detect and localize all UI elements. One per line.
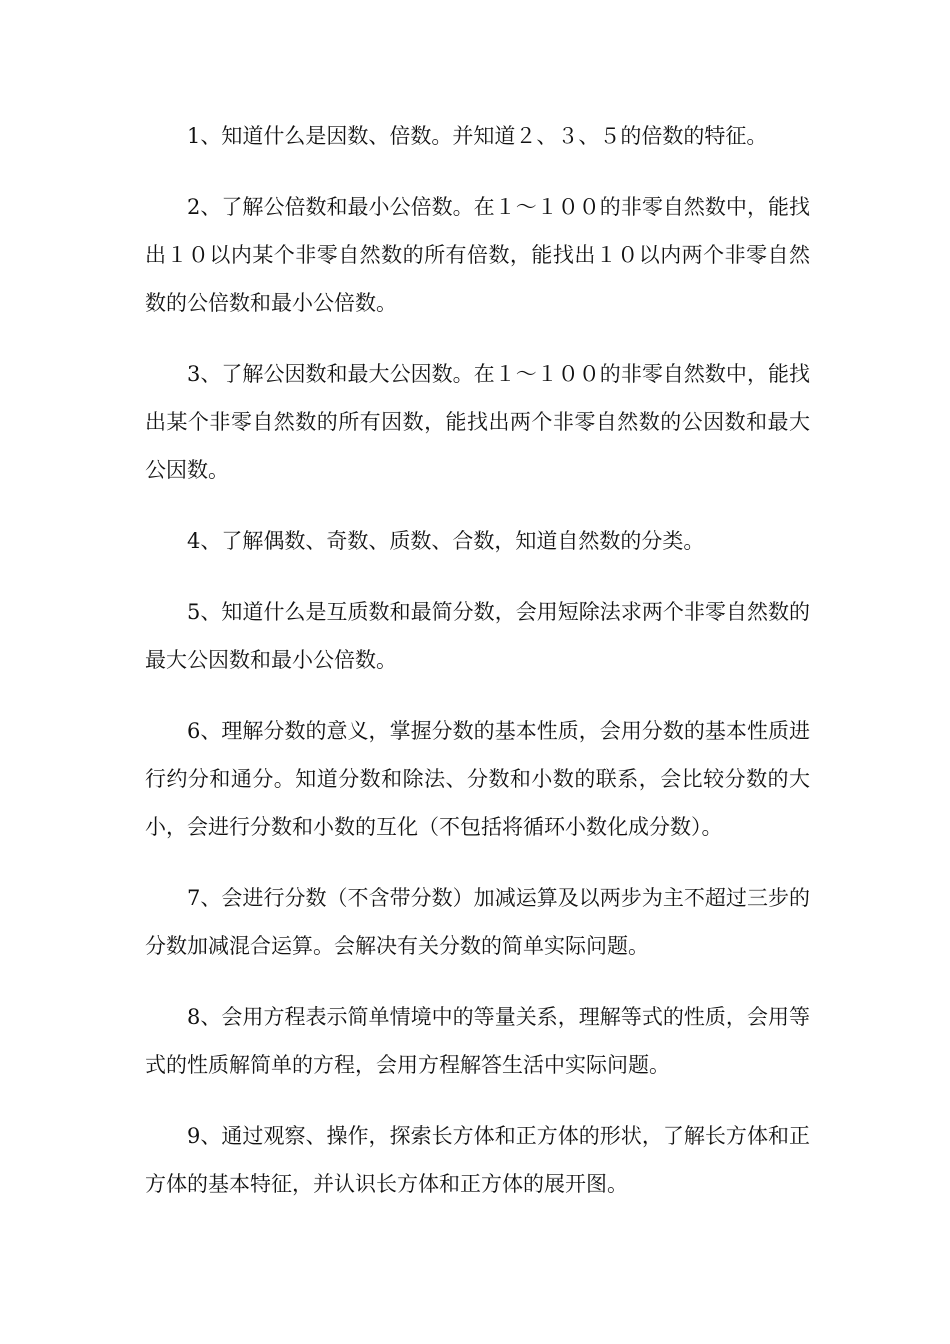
paragraph-9: 9、通过观察、操作，探索长方体和正方体的形状，了解长方体和正方体的基本特征，并认识长方体和正方体的展开图。 <box>145 1124 810 1196</box>
paragraph-1: 1、知道什么是因数、倍数。并知道２、３、５的倍数的特征。 <box>187 124 768 148</box>
paragraph-8: 8、会用方程表示简单情境中的等量关系，理解等式的性质，会用等式的性质解简单的方程，会用方程解答生活中实际问题。 <box>145 1005 810 1077</box>
paragraph-2: 2、了解公倍数和最小公倍数。在１～１００的非零自然数中，能找出１０以内某个非零自然数的所有倍数，能找出１０以内两个非零自然数的公倍数和最小公倍数。 <box>145 195 810 315</box>
paragraph-3: 3、了解公因数和最大公因数。在１～１００的非零自然数中，能找出某个非零自然数的所有因数，能找出两个非零自然数的公因数和最大公因数。 <box>145 362 810 482</box>
paragraph-4: 4、了解偶数、奇数、质数、合数，知道自然数的分类。 <box>187 529 705 553</box>
paragraph-6: 6、理解分数的意义，掌握分数的基本性质，会用分数的基本性质进行约分和通分。知道分数和除法、分数和小数的联系，会比较分数的大小，会进行分数和小数的互化（不包括将循环小数化成分数）。 <box>145 719 810 839</box>
paragraph-7: 7、会进行分数（不含带分数）加减运算及以两步为主不超过三步的分数加减混合运算。会解决有关分数的简单实际问题。 <box>145 886 810 958</box>
paragraph-5: 5、知道什么是互质数和最简分数，会用短除法求两个非零自然数的最大公因数和最小公倍数。 <box>145 600 810 672</box>
document-body <box>145 112 810 1231</box>
